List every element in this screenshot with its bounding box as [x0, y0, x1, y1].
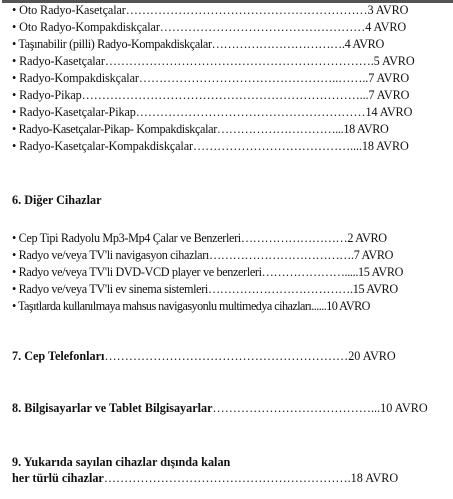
list-item: • Radyo ve/veya TV'li DVD-VCD player ve benzerleri………………….....15 AVRO [12, 265, 404, 279]
list-item: • Taşıtlarda kullanılmaya mahsus navigasyonlu multimedya cihazları......10 AVRO [12, 299, 370, 313]
section-heading-8: 8. Bilgisayarlar ve Tablet Bilgisayarlar [12, 401, 213, 415]
dot-leader: ……………………………………………………. [103, 471, 351, 485]
price: 20 AVRO [348, 349, 396, 363]
section-heading-7: 7. Cep Telefonları [12, 349, 105, 363]
list-item: • Radyo-Kasetçalar-Pikap…………………………………………………14 AVRO [12, 105, 413, 119]
dot-leader: …………………………………………………… [104, 349, 349, 363]
price: 10 AVRO [380, 401, 428, 415]
price: 18 AVRO [350, 471, 399, 485]
section-row-7 [12, 349, 432, 364]
list-item: • Radyo-Kompakdiskçalar…………………………………………..……..7 AVRO [12, 71, 410, 85]
section-heading-9-cont: her türlü cihazlar [12, 471, 104, 485]
list-item: • Oto Radyo-Kasetçalar……………………………………………………3 AVRO [12, 3, 409, 17]
list-item: • Radyo ve/veya TV'li ev sinema sistemleri……………………………….15 AVRO [12, 282, 398, 296]
section-heading-6: 6. Diğer Cihazlar [12, 193, 102, 207]
list-item: • Oto Radyo-Kompakdiskçalar……………………………………………4 AVRO [12, 20, 407, 34]
list-item: • Radyo-Pikap……………………………………………………………...7 AVRO [12, 88, 410, 102]
dot-leader: …………………………………... [212, 401, 381, 415]
list-item: • Radyo-Kasetçalar-Kompakdiskçalar…………………………………....18 AVRO [12, 139, 409, 153]
list-item: • Radyo ve/veya TV'li navigasyon cihazları……………………………….7 AVRO [12, 248, 394, 262]
list-item: • Radyo-Kasetçalar………………………………………………………….5 AVRO [12, 54, 415, 68]
list-item: • Cep Tipi Radyolu Mp3-Mp4 Çalar ve Benzerleri………………………2 AVRO [12, 231, 387, 245]
section-row-9 [12, 471, 432, 486]
section-heading-9: 9. Yukarıda sayılan cihazlar dışında kalan [12, 455, 231, 469]
section-row-8 [12, 401, 432, 416]
list-item: • Taşınabilir (pilli) Radyo-Kompakdiskçalar…………………………….4 AVRO [12, 37, 384, 51]
list-item: • Radyo-Kasetçalar-Pikap- Kompakdiskçalar…………………………...18 AVRO [12, 122, 389, 136]
